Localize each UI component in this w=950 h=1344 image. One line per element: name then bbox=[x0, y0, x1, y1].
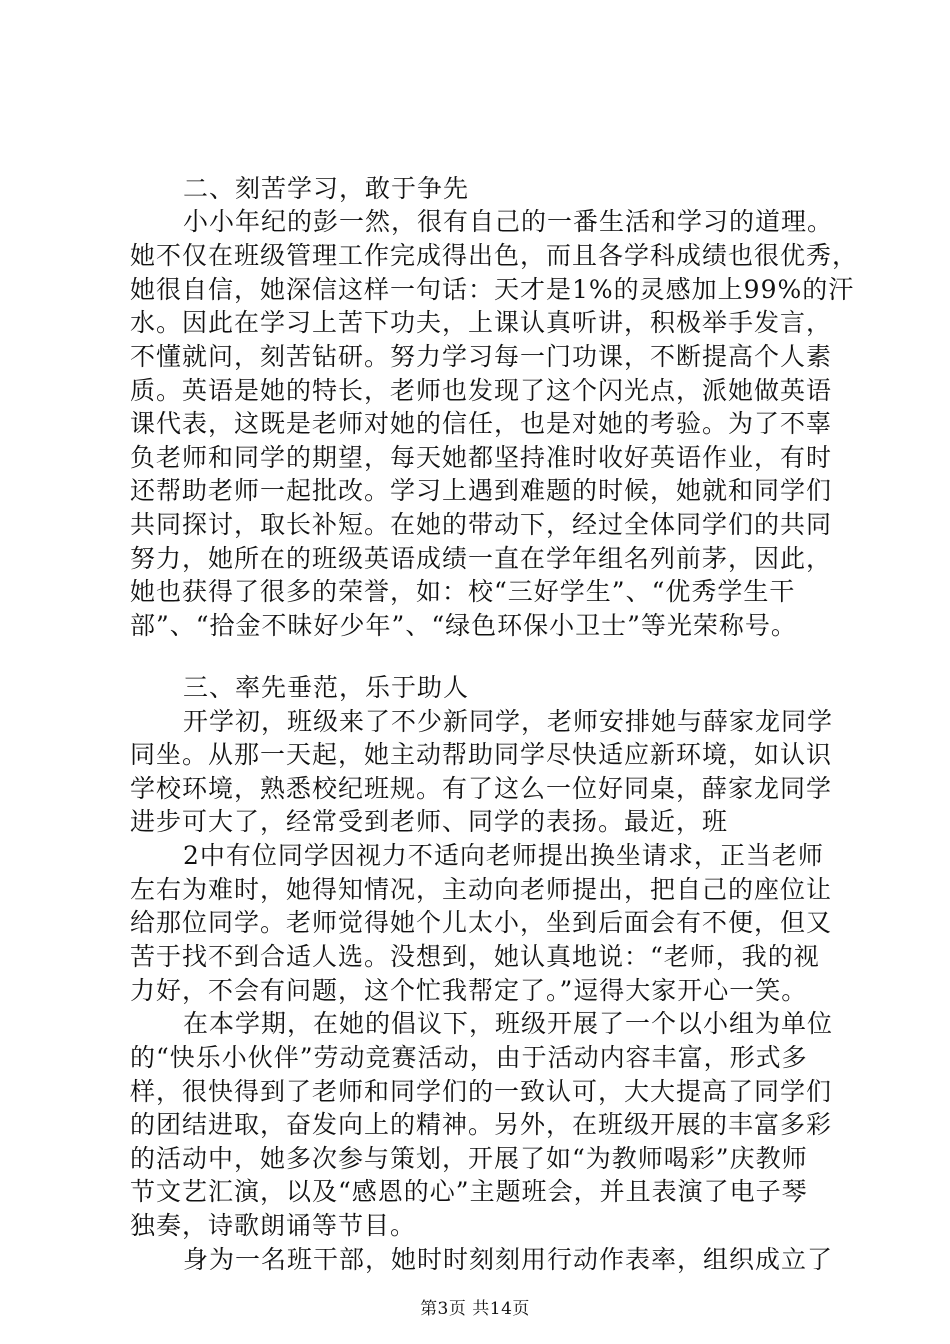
page-number: 第3页 共14页 bbox=[420, 1299, 530, 1319]
text-line: 质。英语是她的特长，老师也发现了这个闪光点，派她做英语 bbox=[130, 376, 833, 405]
text-line: 身为一名班干部，她时时刻刻用行动作表率，组织成立了 bbox=[183, 1245, 834, 1274]
text-line: 的“快乐小伙伴”劳动竞赛活动，由于活动内容丰富，形式多 bbox=[130, 1043, 808, 1072]
section-heading: 三、率先垂范，乐于助人 bbox=[183, 673, 470, 702]
text-line: 给那位同学。老师觉得她个儿太小，坐到后面会有不便，但又 bbox=[130, 908, 833, 937]
text-line: 负老师和同学的期望，每天她都坚持准时收好英语作业，有时 bbox=[130, 443, 833, 472]
text-line: 开学初，班级来了不少新同学，老师安排她与薛家龙同学 bbox=[183, 707, 834, 736]
text-line: 她不仅在班级管理工作完成得出色，而且各学科成绩也很优秀， bbox=[130, 241, 859, 270]
text-line: 她也获得了很多的荣誉，如：校“三好学生”、“优秀学生干 bbox=[130, 577, 796, 606]
text-line: 不懂就问，刻苦钻研。努力学习每一门功课，不断提高个人素 bbox=[130, 342, 833, 371]
text-line: 样，很快得到了老师和同学们的一致认可，大大提高了同学们 bbox=[130, 1077, 833, 1106]
text-line: 还帮助老师一起批改。学习上遇到难题的时候，她就和同学们 bbox=[130, 476, 833, 505]
text-line: 共同探讨，取长补短。在她的带动下，经过全体同学们的共同 bbox=[130, 510, 833, 539]
text-line: 节文艺汇演，以及“感恩的心”主题班会，并且表演了电子琴 bbox=[130, 1177, 808, 1206]
text-line: 同坐。从那一天起，她主动帮助同学尽快适应新环境，如认识 bbox=[130, 740, 833, 769]
text-line: 学校环境，熟悉校纪班规。有了这么一位好同桌，薛家龙同学 bbox=[130, 774, 833, 803]
text-line: 在本学期，在她的倡议下，班级开展了一个以小组为单位 bbox=[183, 1009, 834, 1038]
text-line: 努力，她所在的班级英语成绩一直在学年组名列前茅，因此， bbox=[130, 544, 833, 573]
text-line: 独奏，诗歌朗诵等节目。 bbox=[130, 1211, 417, 1240]
text-line: 2中有位同学因视力不适向老师提出换坐请求，正当老师 bbox=[183, 841, 824, 870]
text-line: 的活动中，她多次参与策划，开展了如“为教师喝彩”庆教师 bbox=[130, 1144, 808, 1173]
text-line: 的团结进取，奋发向上的精神。另外，在班级开展的丰富多彩 bbox=[130, 1110, 833, 1139]
text-line: 她很自信，她深信这样一句话：天才是1%的灵感加上99%的汗 bbox=[130, 275, 855, 304]
text-line: 左右为难时，她得知情况，主动向老师提出，把自己的座位让 bbox=[130, 875, 833, 904]
text-line: 小小年纪的彭一然，很有自己的一番生活和学习的道理。 bbox=[183, 207, 834, 236]
text-line: 课代表，这既是老师对她的信任，也是对她的考验。为了不辜 bbox=[130, 409, 833, 438]
text-line: 进步可大了，经常受到老师、同学的表扬。最近，班 bbox=[130, 807, 729, 836]
text-line: 力好，不会有问题，这个忙我帮定了。”逗得大家开心一笑。 bbox=[130, 976, 808, 1005]
text-line: 部”、“拾金不昧好少年”、“绿色环保小卫士”等光荣称号。 bbox=[130, 611, 797, 640]
text-line: 水。因此在学习上苦下功夫，上课认真听讲，积极举手发言， bbox=[130, 308, 833, 337]
text-line: 苦于找不到合适人选。没想到，她认真地说：“老师，我的视 bbox=[130, 942, 820, 971]
section-heading: 二、刻苦学习，敢于争先 bbox=[183, 174, 470, 203]
